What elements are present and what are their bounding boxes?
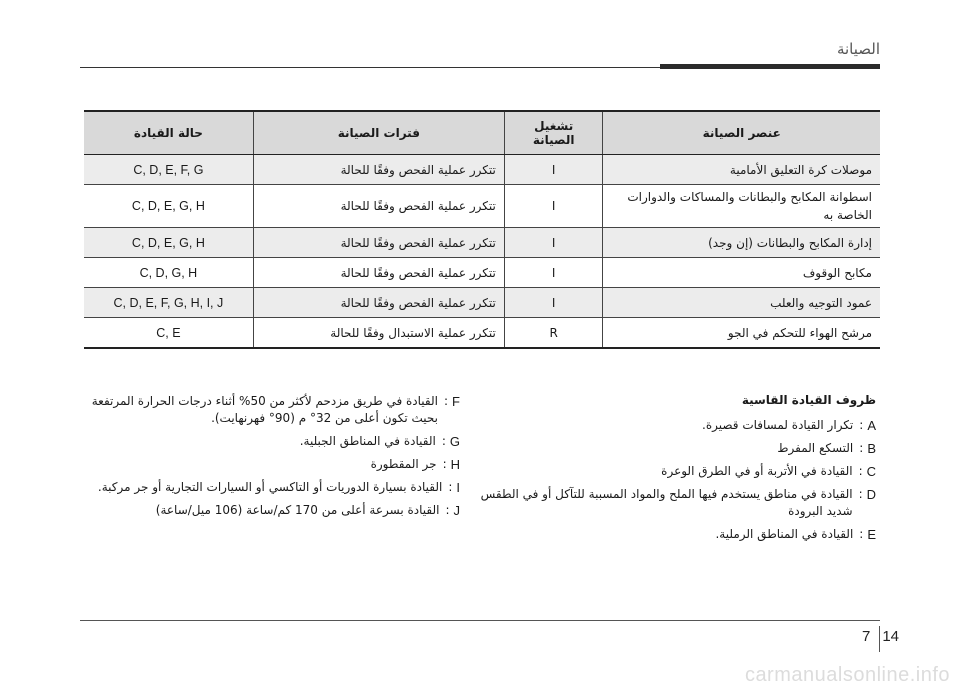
page-number-value: 14 <box>882 628 900 645</box>
note-letter: B <box>867 441 876 456</box>
cell-item: مكابح الوقوف <box>603 258 880 288</box>
list-item: J : القيادة بسرعة أعلى من 170 كم/ساعة (106 ميل/ساعة) <box>70 502 460 519</box>
cell-interval: تتكرر عملية الفحص وفقًا للحالة <box>253 228 504 258</box>
list-item: I : القيادة بسيارة الدوريات أو التاكسي أو السيارات التجارية أو جر مركبة. <box>70 479 460 496</box>
list-item: B : التسكع المفرط <box>476 440 876 457</box>
note-letter: I <box>456 480 460 495</box>
header-item: عنصر الصيانة <box>603 111 880 155</box>
note-text: القيادة في المناطق الرملية. <box>715 527 854 541</box>
table-row <box>84 288 880 318</box>
cell-condition: C, E <box>84 318 253 349</box>
note-text: القيادة في مناطق يستخدم فيها الملح والمواد المسببة للتآكل أو في الطقس شديد البرودة <box>480 487 853 518</box>
list-item: D : القيادة في مناطق يستخدم فيها الملح والمواد المسببة للتآكل أو في الطقس شديد البرودة <box>476 486 876 520</box>
severe-conditions-notes <box>476 393 876 549</box>
table-row <box>84 155 880 185</box>
maintenance-table <box>84 110 880 349</box>
cell-operation: I <box>504 185 603 228</box>
list-item: C : القيادة في الأتربة أو في الطرق الوعرة <box>476 463 876 480</box>
table-header-row <box>84 111 880 155</box>
note-text: التسكع المفرط <box>777 441 854 455</box>
list-item: F : القيادة في طريق مزدحم لأكثر من 50% أثناء درجات الحرارة المرتفعة بحيث تكون أعلى من 32° م (90° فهرنهايت). <box>70 393 460 427</box>
note-letter: J <box>453 503 460 518</box>
header-operation: تشغيل الصيانة <box>504 111 603 155</box>
note-text: القيادة في المناطق الجبلية. <box>299 434 436 448</box>
cell-operation: I <box>504 228 603 258</box>
cell-condition: C, D, E, F, G, H, I, J <box>84 288 253 318</box>
cell-condition: C, D, E, G, H <box>84 228 253 258</box>
table-row <box>84 228 880 258</box>
cell-interval: تتكرر عملية الفحص وفقًا للحالة <box>253 155 504 185</box>
list-item: E : القيادة في المناطق الرملية. <box>476 526 876 543</box>
note-text: القيادة بسرعة أعلى من 170 كم/ساعة (106 ميل/ساعة) <box>155 503 440 517</box>
cell-operation: I <box>504 155 603 185</box>
note-text: جر المقطورة <box>370 457 437 471</box>
table-row <box>84 318 880 349</box>
cell-interval: تتكرر عملية الفحص وفقًا للحالة <box>253 288 504 318</box>
cell-item: عمود التوجيه والعلب <box>603 288 880 318</box>
list-item: H : جر المقطورة <box>70 456 460 473</box>
note-text: القيادة بسيارة الدوريات أو التاكسي أو السيارات التجارية أو جر مركبة. <box>97 480 443 494</box>
note-letter: G <box>449 434 460 449</box>
cell-condition: C, D, E, G, H <box>84 185 253 228</box>
note-letter: F <box>452 394 460 409</box>
note-letter: C <box>866 464 876 479</box>
footer-rule <box>80 620 880 621</box>
cell-item: اسطوانة المكابح والبطانات والمساكات والدوارات الخاصة به <box>603 185 880 228</box>
table-row <box>84 185 880 228</box>
note-letter: D <box>866 487 876 502</box>
note-letter: H <box>450 457 460 472</box>
severe-conditions-title: ظروف القيادة القاسية <box>741 393 876 407</box>
cell-interval: تتكرر عملية الفحص وفقًا للحالة <box>253 258 504 288</box>
note-text: تكرار القيادة لمسافات قصيرة. <box>702 418 854 432</box>
cell-operation: I <box>504 258 603 288</box>
table-row <box>84 258 880 288</box>
list-item: G : القيادة في المناطق الجبلية. <box>70 433 460 450</box>
note-letter: A <box>867 418 876 433</box>
note-letter: E <box>867 527 876 542</box>
cell-operation: R <box>504 318 603 349</box>
cell-item: مرشح الهواء للتحكم في الجو <box>603 318 880 349</box>
header-accent-bar <box>660 64 880 69</box>
cell-interval: تتكرر عملية الاستبدال وفقًا للحالة <box>253 318 504 349</box>
cell-condition: C, D, E, F, G <box>84 155 253 185</box>
chapter-number: 7 <box>862 628 871 645</box>
cell-item: إدارة المكابح والبطانات (إن وجد) <box>603 228 880 258</box>
cell-condition: C, D, G, H <box>84 258 253 288</box>
cell-item: موصلات كرة التعليق الأمامية <box>603 155 880 185</box>
note-text: القيادة في الأتربة أو في الطرق الوعرة <box>661 464 853 478</box>
header-condition: حالة القيادة <box>84 111 253 155</box>
list-item: A : تكرار القيادة لمسافات قصيرة. <box>476 417 876 434</box>
additional-conditions-notes <box>70 393 460 525</box>
page-number <box>862 628 899 645</box>
note-text: القيادة في طريق مزدحم لأكثر من 50% أثناء درجات الحرارة المرتفعة بحيث تكون أعلى من 32° م (90° فهرنهايت). <box>91 394 438 425</box>
watermark: carmanualsonline.info <box>744 664 950 686</box>
cell-interval: تتكرر عملية الفحص وفقًا للحالة <box>253 185 504 228</box>
page-header-title: الصيانة <box>836 40 880 58</box>
cell-operation: I <box>504 288 603 318</box>
header-interval: فترات الصيانة <box>253 111 504 155</box>
